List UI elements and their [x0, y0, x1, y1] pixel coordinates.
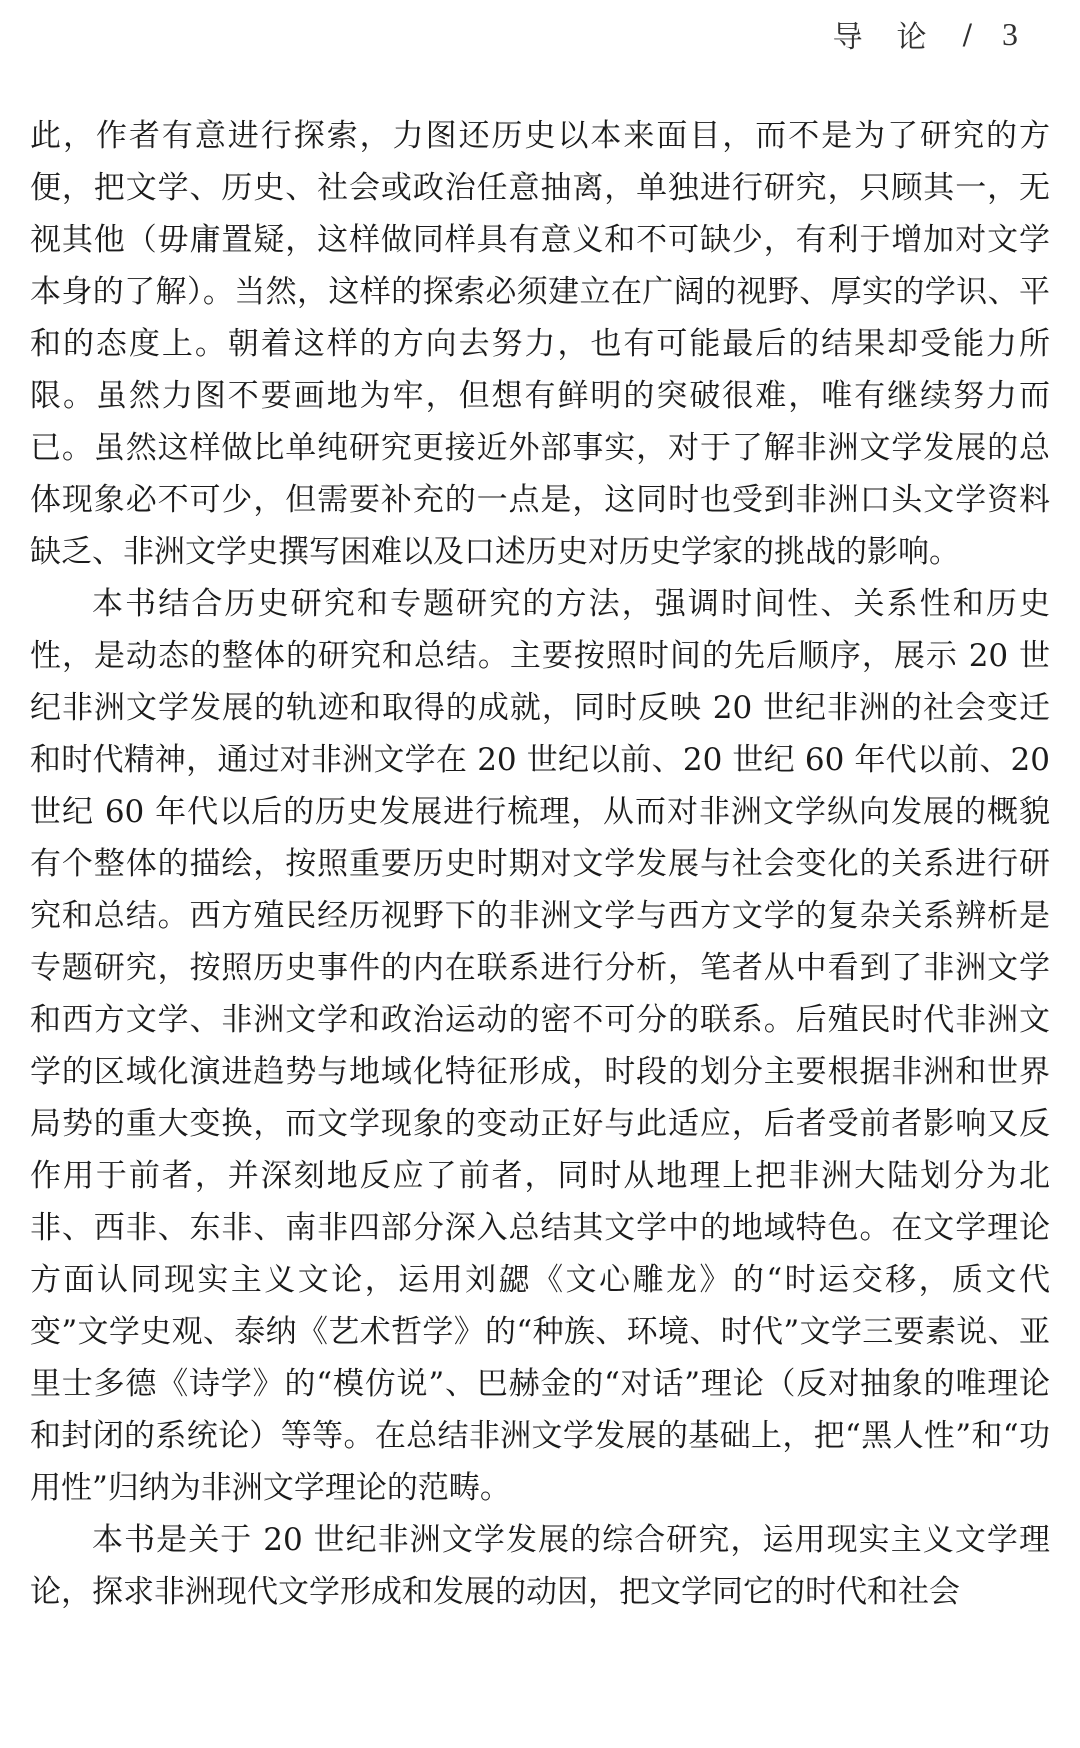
paragraph-methodology: 本书结合历史研究和专题研究的方法，强调时间性、关系性和历史性，是动态的整体的研究和总结。主要按照时间的先后顺序，展示 20 世纪非洲文学发展的轨迹和取得的成就，同时反映 20 世纪非洲的社会变迁和时代精神，通过对非洲文学在 20 世纪以前、20 世纪 60 年代以前、20 世纪 60 年代以后的历史发展进行梳理，从而对非洲文学纵向发展的概貌有个整体的描绘，按照重要历史时期对文学发展与社会变化的关系进行研究和总结。西方殖民经历视野下的非洲文学与西方文学的复杂关系辨析是专题研究，按照历史事件的内在联系进行分析，笔者从中看到了非洲文学和西方文学、非洲文学和政治运动的密不可分的联系。后殖民时代非洲文学的区域化演进趋势与地域化特征形成，时段的划分主要根据非洲和世界局势的重大变换，而文学现象的变动正好与此适应，后者受前者影响又反作用于前者，并深刻地反应了前者，同时从地理上把非洲大陆划分为北非、西非、东非、南非四部分深入总结其文学中的地域特色。在文学理论方面认同现实主义文论，运用刘勰《文心雕龙》的“时运交移，质文代变”文学史观、泰纳《艺术哲学》的“种族、环境、时代”文学三要素说、亚里士多德《诗学》的“模仿说”、巴赫金的“对话”理论（反对抽象的唯理论和封闭的系统论）等等。在总结非洲文学发展的基础上，把“黑人性”和“功用性”归纳为非洲文学理论的范畴。: [30, 586, 1050, 1506]
paragraph-continued: 此，作者有意进行探索，力图还历史以本来面目，而不是为了研究的方便，把文学、历史、社会或政治任意抽离，单独进行研究，只顾其一，无视其他（毋庸置疑，这样做同样具有意义和不可缺少，有利于增加对文学本身的了解）。当然，这样的探索必须建立在广阔的视野、厚实的学识、平和的态度上。朝着这样的方向去努力，也有可能最后的结果却受能力所限。虽然力图不要画地为牢，但想有鲜明的突破很难，唯有继续努力而已。虽然这样做比单纯研究更接近外部事实，对于了解非洲文学发展的总体现象必不可少，但需要补充的一点是，这同时也受到非洲口头文学资料缺乏、非洲文学史撰写困难以及口述历史对历史学家的挑战的影响。: [30, 118, 1050, 570]
chapter-title: 导论: [832, 20, 961, 55]
page-number: 3: [1002, 15, 1018, 52]
paragraph-overview: 本书是关于 20 世纪非洲文学发展的综合研究，运用现实主义文学理论，探求非洲现代文学形成和发展的动因，把文学同它的时代和社会: [30, 1522, 1050, 1610]
body-text: [30, 110, 1050, 1618]
header-separator: /: [962, 17, 972, 51]
running-header: [833, 14, 1018, 54]
